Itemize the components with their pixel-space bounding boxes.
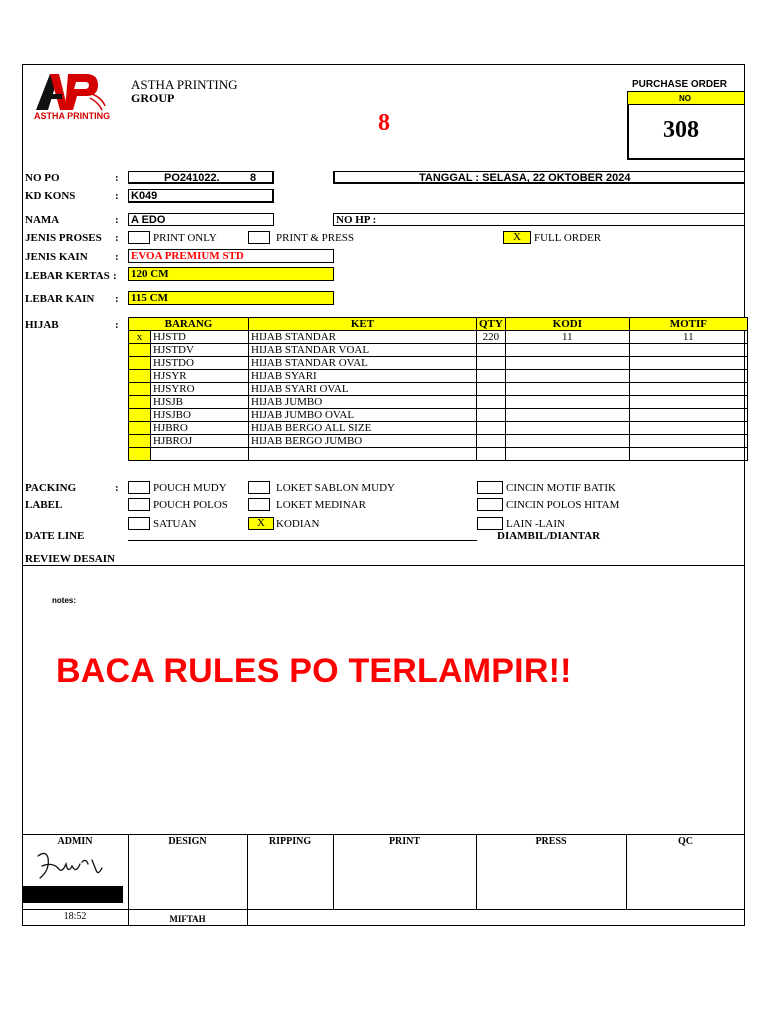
row-code: HJSJBO (151, 409, 249, 422)
jenis-proses-colon: : (115, 232, 119, 244)
jenis-proses-label: JENIS PROSES (25, 232, 102, 244)
row-checkbox[interactable] (129, 435, 151, 448)
row-kodi[interactable] (505, 396, 629, 409)
satuan-checkbox[interactable] (128, 517, 150, 530)
sig-header-design: DESIGN (168, 836, 207, 847)
row-code: HJSYRO (151, 383, 249, 396)
row-kodi[interactable] (505, 448, 629, 461)
table-row (129, 383, 748, 396)
cincin-motif-batik-checkbox[interactable] (477, 481, 503, 494)
jenis-kain-label: JENIS KAIN (25, 251, 88, 263)
cincin-polos-hitam-label: CINCIN POLOS HITAM (506, 499, 620, 511)
header-barang: BARANG (129, 318, 249, 331)
row-qty[interactable] (477, 435, 506, 448)
no-po-value: PO241022. (164, 172, 220, 184)
hijab-label: HIJAB (25, 319, 59, 331)
lebar-kain-label: LEBAR KAIN (25, 293, 95, 305)
sig-header-qc: QC (678, 836, 693, 847)
row-qty[interactable] (477, 383, 506, 396)
row-code (151, 448, 249, 461)
row-ket: HIJAB SYARI (249, 370, 477, 383)
hijab-colon: : (115, 319, 119, 331)
sig-header-admin: ADMIN (57, 836, 93, 847)
jenis-kain-value: EVOA PREMIUM STD (131, 250, 244, 262)
print-press-checkbox[interactable] (248, 231, 270, 244)
kd-kons-colon: : (115, 190, 119, 202)
row-motif[interactable] (629, 435, 747, 448)
kodian-checkbox[interactable]: X (248, 517, 274, 530)
row-code: HJBRO (151, 422, 249, 435)
row-kodi[interactable]: 11 (505, 331, 629, 344)
company-logo (32, 68, 112, 124)
row-qty[interactable] (477, 370, 506, 383)
row-ket: HIJAB JUMBO (249, 396, 477, 409)
lebar-kertas-value: 120 CM (131, 268, 169, 280)
row-ket: HIJAB BERGO ALL SIZE (249, 422, 477, 435)
table-row (129, 396, 748, 409)
row-kodi[interactable] (505, 344, 629, 357)
table-header-row (129, 318, 748, 331)
row-code: HJSTDV (151, 344, 249, 357)
row-motif[interactable] (629, 383, 747, 396)
lain-lain-checkbox[interactable] (477, 517, 503, 530)
print-only-label: PRINT ONLY (153, 232, 217, 244)
sig-header-ripping: RIPPING (268, 836, 312, 847)
tanggal-value: TANGGAL : SELASA, 22 OKTOBER 2024 (419, 172, 631, 184)
company-name: ASTHA PRINTING (131, 77, 238, 92)
review-desain-label: REVIEW DESAIN (25, 553, 115, 565)
packing-label: PACKING (25, 482, 77, 494)
full-order-label: FULL ORDER (534, 232, 602, 244)
sig-col-divider (247, 834, 248, 926)
full-order-checkbox[interactable]: X (503, 231, 531, 244)
pouch-mudy-label: POUCH MUDY (153, 482, 227, 494)
row-ket (249, 448, 477, 461)
diambil-diantar-label: DIAMBIL/DIANTAR (497, 530, 601, 542)
row-code: HJSTDO (151, 357, 249, 370)
row-checkbox[interactable] (129, 422, 151, 435)
date-line-label: DATE LINE (25, 530, 85, 542)
lain-lain-label: LAIN -LAIN (506, 518, 565, 530)
row-ket: HIJAB SYARI OVAL (249, 383, 477, 396)
lebar-kain-colon: : (115, 293, 119, 305)
nama-colon: : (115, 214, 119, 226)
company-group: GROUP (131, 91, 175, 105)
redacted-bar (23, 886, 123, 903)
po-number: 308 (663, 117, 699, 143)
row-qty[interactable] (477, 409, 506, 422)
loket-sablon-mudy-checkbox[interactable] (248, 481, 270, 494)
row-code: HJSTD (151, 331, 249, 344)
print-only-checkbox[interactable] (128, 231, 150, 244)
loket-medinar-label: LOKET MEDINAR (276, 499, 366, 511)
row-code: HJSYR (151, 370, 249, 383)
header-ket: KET (249, 318, 477, 331)
sig-header-press: PRESS (535, 836, 567, 847)
row-motif[interactable] (629, 344, 747, 357)
admin-signature (32, 848, 112, 884)
admin-time: 18:52 (63, 911, 87, 922)
kd-kons-value: K049 (131, 190, 158, 202)
lebar-kertas-colon: : (113, 270, 117, 282)
kodian-label: KODIAN (276, 518, 320, 530)
nama-label: NAMA (25, 214, 60, 226)
cincin-polos-hitam-checkbox[interactable] (477, 498, 503, 511)
row-checkbox[interactable]: x (129, 331, 151, 344)
row-qty[interactable] (477, 448, 506, 461)
no-po-colon: : (115, 172, 119, 184)
row-code: HJSJB (151, 396, 249, 409)
table-row (129, 357, 748, 370)
pouch-polos-checkbox[interactable] (128, 498, 150, 511)
row-qty[interactable] (477, 422, 506, 435)
row-checkbox[interactable] (129, 448, 151, 461)
sig-col-divider (128, 834, 129, 926)
row-kodi[interactable] (505, 422, 629, 435)
no-hp-label: NO HP : (336, 214, 377, 226)
row-code: HJBROJ (151, 435, 249, 448)
row-kodi[interactable] (505, 383, 629, 396)
row-motif[interactable] (629, 409, 747, 422)
row-checkbox[interactable] (129, 357, 151, 370)
row-kodi[interactable] (505, 409, 629, 422)
row-qty[interactable]: 220 (477, 331, 506, 344)
date-line-underline (128, 540, 477, 541)
design-name: MIFTAH (169, 914, 206, 924)
no-hp-field[interactable] (333, 213, 745, 226)
loket-medinar-checkbox[interactable] (248, 498, 270, 511)
satuan-label: SATUAN (153, 518, 197, 530)
header-motif: MOTIF (629, 318, 747, 331)
row-ket: HIJAB JUMBO OVAL (249, 409, 477, 422)
table-row (129, 448, 748, 461)
pouch-mudy-checkbox[interactable] (128, 481, 150, 494)
notes-label: notes: (52, 596, 76, 605)
row-qty[interactable] (477, 344, 506, 357)
signature-bottom-line (22, 909, 745, 910)
table-row (129, 344, 748, 357)
cincin-motif-batik-label: CINCIN MOTIF BATIK (506, 482, 616, 494)
print-press-label: PRINT & PRESS (276, 232, 355, 244)
row-checkbox[interactable] (129, 383, 151, 396)
row-ket: HIJAB STANDAR (249, 331, 477, 344)
kd-kons-label: KD KONS (25, 190, 76, 202)
po-title: PURCHASE ORDER (632, 79, 728, 90)
hijab-items-table (128, 317, 748, 461)
pouch-polos-label: POUCH POLOS (153, 499, 228, 511)
jenis-kain-colon: : (115, 251, 119, 263)
row-motif[interactable]: 11 (629, 331, 747, 344)
row-ket: HIJAB STANDAR VOAL (249, 344, 477, 357)
rules-warning: BACA RULES PO TERLAMPIR!! (56, 652, 572, 690)
table-row (129, 370, 748, 383)
row-checkbox[interactable] (129, 344, 151, 357)
logo-text: ASTHA PRINTING (34, 111, 111, 121)
table-row (129, 331, 748, 344)
row-ket: HIJAB STANDAR OVAL (249, 357, 477, 370)
row-motif[interactable] (629, 422, 747, 435)
table-row (129, 422, 748, 435)
header-kodi: KODI (505, 318, 629, 331)
row-checkbox[interactable] (129, 409, 151, 422)
signature-top-line (22, 834, 745, 835)
packing-colon: : (115, 482, 119, 494)
row-kodi[interactable] (505, 370, 629, 383)
row-checkbox[interactable] (129, 396, 151, 409)
label-label: LABEL (25, 499, 63, 511)
row-kodi[interactable] (505, 435, 629, 448)
sig-header-print: PRINT (388, 836, 421, 847)
no-po-suffix: 8 (250, 172, 257, 184)
row-kodi[interactable] (505, 357, 629, 370)
row-ket: HIJAB BERGO JUMBO (249, 435, 477, 448)
review-divider (22, 565, 745, 566)
row-motif[interactable] (629, 396, 747, 409)
lebar-kain-value: 115 CM (131, 292, 168, 304)
loket-sablon-mudy-label: LOKET SABLON MUDY (276, 482, 395, 494)
center-mark: 8 (378, 110, 390, 136)
row-motif[interactable] (629, 370, 747, 383)
table-row (129, 435, 748, 448)
row-qty[interactable] (477, 357, 506, 370)
po-no-label: NO (679, 94, 691, 103)
no-po-label: NO PO (25, 172, 60, 184)
row-checkbox[interactable] (129, 370, 151, 383)
row-motif[interactable] (629, 357, 747, 370)
nama-value: A EDO (131, 214, 166, 226)
row-motif[interactable] (629, 448, 747, 461)
header-qty: QTY (477, 318, 506, 331)
lebar-kertas-label: LEBAR KERTAS (25, 270, 110, 282)
row-qty[interactable] (477, 396, 506, 409)
table-row (129, 409, 748, 422)
